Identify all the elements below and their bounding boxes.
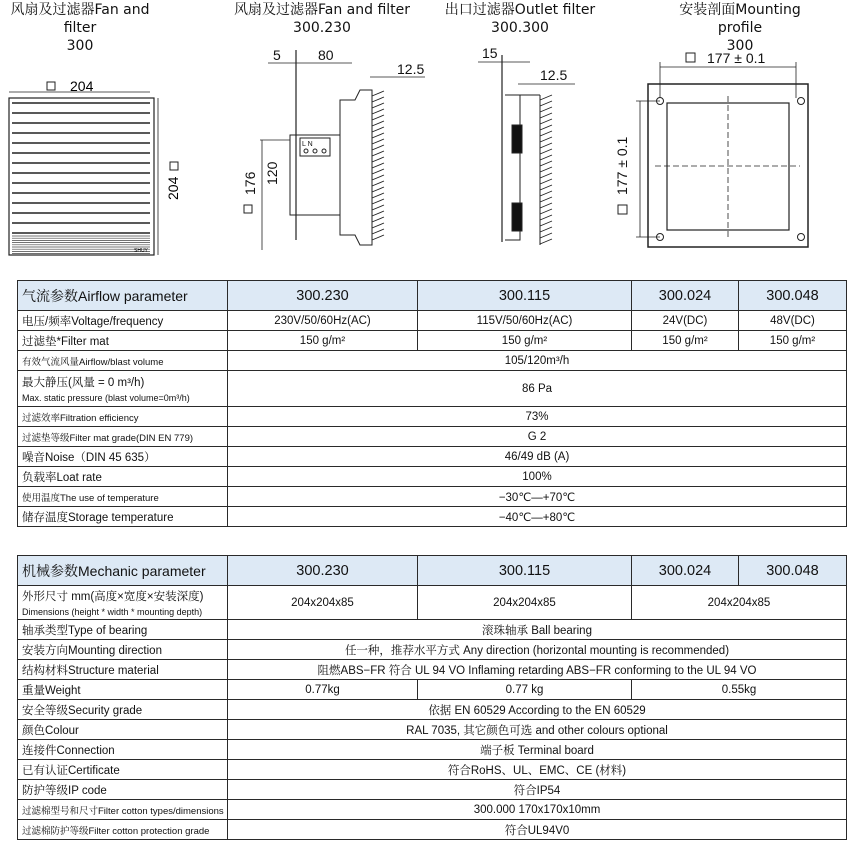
fin-line (372, 229, 384, 234)
dim-120: 120 (264, 161, 280, 185)
row-value: 100% (228, 467, 847, 487)
fin-line (372, 151, 384, 156)
fin-line (540, 155, 552, 160)
row-cell: 150 g/m² (228, 331, 418, 351)
table-header-row (18, 281, 847, 311)
fin-line (372, 103, 384, 108)
table-row (18, 820, 847, 840)
fin-line (540, 209, 552, 214)
row-value: 依据 EN 60529 According to the EN 60529 (228, 700, 847, 720)
fin-line (540, 227, 552, 232)
fin-line (372, 211, 384, 216)
profile-width-label: 177 ± 0.1 (707, 50, 766, 66)
fin-line (540, 95, 552, 100)
row-cell: 204x204x85 (228, 586, 418, 620)
square-symbol (618, 205, 627, 214)
row-value: −40℃—+80℃ (228, 507, 847, 527)
row-label (18, 427, 228, 447)
row-cell: 150 g/m² (418, 331, 632, 351)
row-label-text: 负载率Loat rate (22, 471, 102, 484)
row-label (18, 407, 228, 427)
fin-line (540, 185, 552, 190)
row-label (18, 620, 228, 640)
dim-12.5: 12.5 (540, 67, 568, 83)
row-value: 任一种，推荐水平方式 Any direction (horizontal mounting is recommended) (228, 640, 847, 660)
fin-line (540, 161, 552, 166)
row-cell: 115V/50/60Hz(AC) (418, 311, 632, 331)
header-model-0: 300.230 (228, 556, 418, 586)
row-label-text: 最大静压(风量 = 0 m³/h) (22, 377, 145, 389)
square-symbol (244, 205, 252, 213)
front-width-label: 204 (70, 78, 94, 94)
row-value: 滚珠轴承 Ball bearing (228, 620, 847, 640)
caption-en: Mounting profile (717, 2, 801, 36)
fin-line (372, 223, 384, 228)
row-label (18, 371, 228, 407)
table-row (18, 447, 847, 467)
row-label (18, 467, 228, 487)
fin-line (372, 127, 384, 132)
row-label (18, 586, 228, 620)
caption-cn: 风扇及过滤器 (10, 2, 95, 18)
table-row (18, 760, 847, 780)
row-label-text: 使用温度The use of temperature (22, 492, 159, 504)
row-label-text: 电压/频率Voltage/frequency (22, 315, 164, 328)
row-label (18, 660, 228, 680)
front-view-drawing (9, 78, 181, 255)
row-cell: 204x204x85 (632, 586, 847, 620)
row-value: 端子板 Terminal board (228, 740, 847, 760)
fin-line (540, 113, 552, 118)
caption-en: Fan and filter (317, 2, 411, 18)
row-label-text: 安全等级Security grade (22, 704, 143, 717)
table-row (18, 487, 847, 507)
row-label (18, 760, 228, 780)
row-label (18, 720, 228, 740)
fin-line (540, 173, 552, 178)
row-value: 46/49 dB (A) (228, 447, 847, 467)
header-model-0: 300.230 (228, 281, 418, 311)
row-value: 符合RoHS、UL、EMC、CE (材料) (228, 760, 847, 780)
outlet-side-view-drawing (478, 45, 575, 245)
row-label (18, 640, 228, 660)
terminal-label: L N (302, 141, 313, 148)
row-label (18, 331, 228, 351)
fin-line (540, 167, 552, 172)
row-label (18, 800, 228, 820)
table-row (18, 311, 847, 331)
row-value: 73% (228, 407, 847, 427)
fin-line (372, 139, 384, 144)
fin-line (372, 133, 384, 138)
outlet-fins (540, 95, 552, 244)
square-symbol (47, 82, 55, 90)
caption-en: Fan and filter (63, 2, 150, 36)
table-row (18, 427, 847, 447)
row-value: 符合UL94V0 (228, 820, 847, 840)
fin-line (372, 115, 384, 120)
square-symbol (686, 53, 695, 62)
row-value: RAL 7035, 其它颜色可选 and other colours optional (228, 720, 847, 740)
table-row (18, 351, 847, 371)
row-label (18, 820, 228, 840)
dim-5: 5 (273, 47, 281, 63)
row-cell: 0.77 kg (418, 680, 632, 700)
row-label (18, 351, 228, 371)
table-row (18, 467, 847, 487)
table-row (18, 700, 847, 720)
caption-model: 300 (726, 38, 754, 54)
fin-line (540, 107, 552, 112)
fin-line (372, 193, 384, 198)
fin-line (540, 101, 552, 106)
row-value: 符合IP54 (228, 780, 847, 800)
fin-line (540, 137, 552, 142)
table-row (18, 660, 847, 680)
fin-line (540, 179, 552, 184)
front-height-label: 204 (165, 176, 181, 200)
row-value: 86 Pa (228, 371, 847, 407)
row-label-text: 过滤棉型号和尺寸Filter cotton types/dimensions (22, 805, 224, 817)
header-model-3: 300.048 (739, 556, 847, 586)
row-label-text: 过滤垫*Filter mat (22, 335, 109, 348)
row-label-text: 有效气流风量Airflow/blast volume (22, 356, 164, 368)
caption-cn: 安装剖面 (679, 2, 736, 18)
fin-line (372, 121, 384, 126)
table-row (18, 800, 847, 820)
fin-line (540, 221, 552, 226)
caption-cn: 风扇及过滤器 (233, 2, 318, 18)
fin-line (372, 157, 384, 162)
fin-line (540, 119, 552, 124)
brand-mark: SHUY (134, 248, 148, 254)
header-model-2: 300.024 (632, 556, 739, 586)
dim-176: 176 (242, 171, 258, 195)
row-sublabel: Max. static pressure (blast volume=0m³/h) (22, 393, 190, 403)
row-cell: 230V/50/60Hz(AC) (228, 311, 418, 331)
row-value: 300.000 170x170x10mm (228, 800, 847, 820)
row-label (18, 487, 228, 507)
fin-line (372, 91, 384, 96)
row-label (18, 507, 228, 527)
row-label-text: 已有认证Certificate (22, 764, 120, 777)
caption-model: 300 (66, 38, 94, 54)
header-label: 气流参数Airflow parameter (18, 281, 228, 311)
row-cell: 204x204x85 (418, 586, 632, 620)
square-symbol (170, 162, 178, 170)
fin-line (372, 205, 384, 210)
profile-height-label: 177 ± 0.1 (614, 136, 630, 195)
table-row (18, 780, 847, 800)
header-model-3: 300.048 (739, 281, 847, 311)
mounting-profile-drawing (614, 50, 808, 247)
table-row (18, 586, 847, 620)
fin-line (540, 131, 552, 136)
fin-line (372, 97, 384, 102)
row-label-text: 安装方向Mounting direction (22, 644, 162, 657)
fin-line (540, 215, 552, 220)
row-label-text: 过滤效率Filtration efficiency (22, 412, 139, 424)
row-cell: 150 g/m² (739, 331, 847, 351)
table-row (18, 640, 847, 660)
fin-line (372, 163, 384, 168)
caption-model: 300.300 (491, 20, 549, 36)
table-header-row (18, 556, 847, 586)
row-label (18, 447, 228, 467)
fin-line (372, 175, 384, 180)
fin-line (372, 187, 384, 192)
row-label-text: 轴承类型Type of bearing (22, 624, 148, 637)
fin-line (540, 239, 552, 244)
row-label-text: 连接件Connection (22, 744, 115, 757)
row-sublabel: Dimensions (height * width * mounting depth) (22, 607, 203, 617)
dim-15: 15 (482, 45, 498, 61)
row-label-text: 过滤棉防护等级Filter cotton protection grade (22, 825, 210, 837)
row-label-text: 结构材料Structure material (22, 664, 159, 677)
header-model-1: 300.115 (418, 281, 632, 311)
fin-line (372, 181, 384, 186)
table-row (18, 371, 847, 407)
fin-line (540, 191, 552, 196)
table-row (18, 407, 847, 427)
row-value: −30℃—+70℃ (228, 487, 847, 507)
row-label-text: 重量Weight (22, 684, 81, 697)
row-cell: 150 g/m² (632, 331, 739, 351)
header-label: 机械参数Mechanic parameter (18, 556, 228, 586)
fin-line (372, 169, 384, 174)
caption-cn: 出口过滤器 (444, 2, 515, 18)
row-label-text: 防护等级IP code (22, 784, 107, 797)
row-label (18, 700, 228, 720)
row-label (18, 740, 228, 760)
dim-12.5: 12.5 (397, 61, 425, 77)
row-cell: 0.55kg (632, 680, 847, 700)
caption-en: Outlet filter (514, 2, 596, 18)
table-row (18, 507, 847, 527)
fin-line (372, 145, 384, 150)
row-value: G 2 (228, 427, 847, 447)
row-value: 105/120m³/h (228, 351, 847, 371)
table-row (18, 620, 847, 640)
row-label (18, 680, 228, 700)
row-cell: 0.77kg (228, 680, 418, 700)
header-model-1: 300.115 (418, 556, 632, 586)
row-label-text: 过滤垫等级Filter mat grade(DIN EN 779) (22, 432, 194, 444)
fin-line (372, 217, 384, 222)
row-label-text: 外形尺寸 mm(高度×宽度×安装深度) (22, 591, 204, 603)
fin-line (540, 143, 552, 148)
table-row (18, 720, 847, 740)
row-value: 阻燃ABS−FR 符合 UL 94 VO Inflaming retarding ABS−FR conforming to the UL 94 VO (228, 660, 847, 680)
row-label-text: 颜色Colour (22, 724, 79, 737)
row-label (18, 311, 228, 331)
row-label-text: 噪音Noise（DIN 45 635） (22, 451, 156, 464)
row-cell: 48V(DC) (739, 311, 847, 331)
fan-side-view-drawing (242, 47, 425, 250)
table-row (18, 331, 847, 351)
fan-side-fins (372, 91, 384, 240)
row-label (18, 780, 228, 800)
fin-line (540, 233, 552, 238)
table-row (18, 680, 847, 700)
dim-80: 80 (318, 47, 334, 63)
fin-line (372, 235, 384, 240)
header-model-2: 300.024 (632, 281, 739, 311)
fin-line (372, 109, 384, 114)
airflow-parameter-table (17, 280, 847, 527)
fin-line (540, 149, 552, 154)
fin-line (540, 197, 552, 202)
table-row (18, 740, 847, 760)
row-label-text: 储存温度Storage temperature (22, 511, 174, 524)
fin-line (540, 125, 552, 130)
technical-drawings (0, 0, 857, 262)
fin-line (540, 203, 552, 208)
row-cell: 24V(DC) (632, 311, 739, 331)
caption-model: 300.230 (293, 20, 351, 36)
mechanic-parameter-table (17, 555, 847, 840)
fin-line (372, 199, 384, 204)
